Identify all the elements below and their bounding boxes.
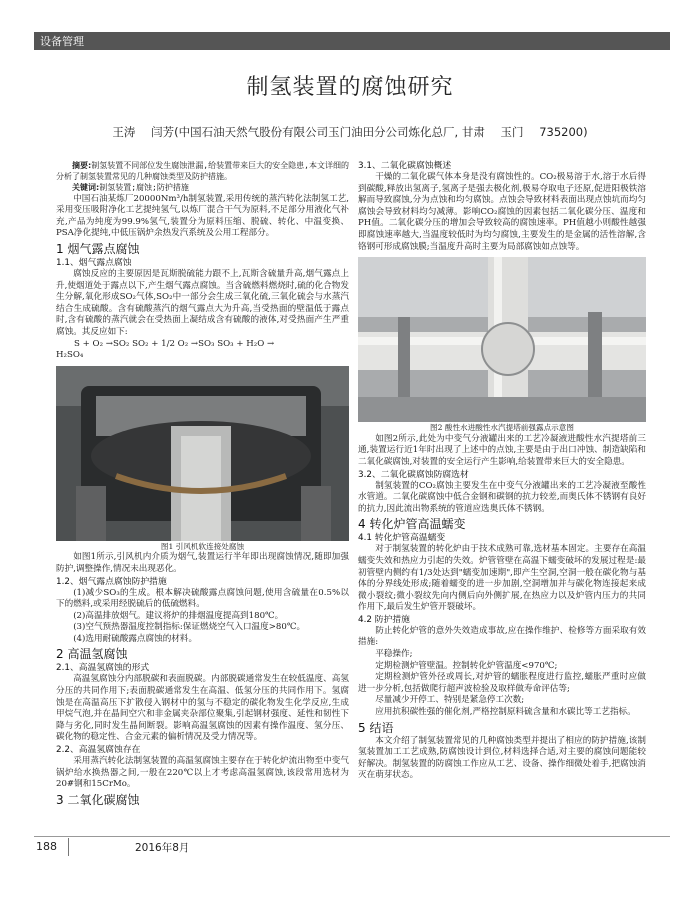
footer-separator: [68, 838, 69, 856]
measure-3: (3)空气预热器温度控制指标:保证燃烧空气入口温度>80℃。: [73, 622, 306, 633]
section-5-heading: 5 结语: [358, 720, 394, 735]
keywords-label: 关键词:: [72, 183, 100, 193]
figure-1-caption: 图1 引风机软连接处腐蚀: [160, 541, 245, 551]
right-column: [358, 160, 646, 782]
author-city: 玉门: [500, 125, 524, 139]
figure-2-caption: 图2 酸性水进酸性水汽提塔前强露点示意图: [430, 423, 574, 433]
reaction-equation-cont: H₂SO₄: [56, 350, 84, 361]
abstract: [56, 160, 349, 182]
section-2-2-paragraph: 采用蒸汽转化法制氢装置的高温氢腐蚀主要存在于转化炉流出物至中变气锅炉给水换热器之间,一般在220℃以上才考虑高温氢腐蚀,该段常用选材为20#钢和15CrMo。: [56, 756, 349, 790]
section-3-2-paragraph: 制氢装置的CO₂腐蚀主要发生在中变气分液罐出来的工艺冷凝液至酸性水管道。二氧化碳腐蚀中低合金钢和碳钢的抗力较差,而奥氏体不锈钢有良好的抗力,因此流出物系统的管道应选奥氏体不锈钢。: [358, 480, 646, 514]
section-4-1-heading: 4.1 转化炉管高温蠕变: [358, 533, 446, 544]
fan-duct-illustration: [56, 366, 349, 541]
header-bar: [34, 32, 670, 50]
abstract-text: 制氢装置不同部位发生腐蚀泄漏,给装置带来巨大的安全隐患,本文详细的分析了制氢装置常见的几种腐蚀类型及防护措施。: [56, 161, 349, 182]
section-3-heading: 3 二氧化碳腐蚀: [56, 792, 140, 807]
section-3-1-paragraph: 干燥的二氧化碳气体本身是没有腐蚀性的。CO₂极易溶于水,溶于水后得到碳酸,释放出氢离子,氢离子是强去极化剂,极易夺取电子还原,促进阳极铁溶解而导致腐蚀,分为点蚀和均匀腐蚀。点蚀会导致材料表面出现点蚀坑而均匀腐蚀会导致材料均匀减薄。影响CO₂腐蚀的因素包括二氧化碳分压、温度和PH值。二氧化碳分压的增加会导致较高的腐蚀速率。PH值越小则酸性越强即腐蚀速率越大,当温度较低时为均匀腐蚀,主要发生的是金属的活性溶解,含铬钢可形成腐蚀膜;当温度升高时主要为局部腐蚀如点蚀等。: [358, 172, 646, 252]
measure-2: (2)高温排放烟气。建议将炉的排烟温度提高到180℃。: [73, 610, 284, 621]
abstract-label: 摘要:: [72, 161, 92, 170]
section-4-heading: 4 转化炉管高温蠕变: [358, 517, 466, 532]
author-line: [0, 124, 700, 140]
conclusion-paragraph: 本文介绍了制氢装置常见的几种腐蚀类型并提出了相应的防护措施,该制氢装置加工工艺成熟,防腐蚀设计到位,材料选择合适,对主要的腐蚀问题能较好解决。制氢装置的防腐蚀工作应从工艺、设备、操作细微处着手,把腐蚀消灭在萌芽状态。: [358, 735, 646, 781]
figure-1-photo: [56, 366, 349, 541]
section-3-1-heading: 3.1、二氧化碳腐蚀概述: [358, 161, 452, 171]
section-2-2-heading: 2.2、高温氢腐蚀存在: [56, 745, 141, 756]
page-number: 188: [36, 840, 57, 853]
figure-2-paragraph: 如图2所示,此处为中变气分液罐出来的工艺冷凝液进酸性水汽提塔前三通,装置运行近1年时出现了上述中的点蚀,主要是由于出口冲蚀、制造缺陷和二氧化碳腐蚀,对装置的安全运行产生影响,给装置带来巨大的安全隐患。: [358, 433, 646, 467]
section-1-heading: 1 烟气露点腐蚀: [56, 241, 140, 256]
section-1-2-heading: 1.2、烟气露点腐蚀防护措施: [56, 576, 167, 587]
measure-4: (4)选用耐硫酸露点腐蚀的材料。: [73, 633, 198, 644]
footer-rule: [34, 836, 670, 837]
section-4-2-paragraph: 防止转化炉管的意外失效造成事故,应在操作维护、检修等方面采取有效措施:: [358, 625, 646, 648]
keywords: [56, 182, 349, 193]
author-postcode: 735200): [539, 125, 588, 139]
section-3-2-heading: 3.2、二氧化碳腐蚀防腐选材: [358, 469, 469, 480]
article-title: 制氢装置的腐蚀研究: [246, 75, 454, 100]
protection-4: 尽量减少开停工、特别是紧急停工次数;: [375, 695, 525, 706]
section-4-2-heading: 4.2 防护措施: [358, 614, 410, 625]
section-label: 设备管理: [40, 35, 84, 48]
section-2-1-paragraph: 高温氢腐蚀分内部脱碳和表面脱碳。内部脱碳通常发生在较低温度、高氢分压的共同作用下;表面脱碳通常发生在高温、低氢分压的共同作用下。氢腐蚀是在高温高压下扩散侵入钢材中的氢与不稳定的碳化物发生化学反应,生成甲烷气泡,并在晶间空穴和非金属夹杂部位聚集,引起钢材强度、延性和韧性下降与劣化,同时发生晶间断裂。影响高温氢腐蚀的因素有操作温度、氢分压、碳化物的稳定性、合金元素的偏析情况及受力情况等。: [56, 674, 349, 743]
section-2-heading: 2 高温氢腐蚀: [56, 647, 128, 662]
issue-date: 2016年8月: [135, 842, 190, 854]
section-1-1-paragraph: 腐蚀反应的主要原因是瓦斯脱硫能力跟不上,瓦斯含硫量升高,烟气露点上升,使烟道处于露点以下,产生烟气露点腐蚀。当含硫燃料燃烧时,硫的化合物发生分解,氧化形成SO₂气体,SO₂中一部分会生成三氧化硫,三氧化硫会与水蒸汽结合生成硫酸。含有硫酸蒸汽的烟气露点大为升高,当受热面的壁温低于露点时,含有硫酸的蒸汽就会在受热面上凝结成含有硫酸的液体,对受热面产生严重腐蚀。其反应如下:: [56, 268, 349, 337]
protection-5: 应用抗积碳性强的催化剂,严格控制原料硫含量和水碳比等工艺指标。: [375, 707, 636, 718]
figure-1-paragraph: 如图1所示,引风机内介质为烟气,装置运行半年即出现腐蚀情况,随即加强防护,调整操作,情况未出现恶化。: [56, 552, 349, 574]
pipe-tee-illustration: [358, 257, 646, 422]
protection-3: 定期检测炉管外径或周长,对炉管的蠕胀程度进行监控,蠕胀严重时应做进一步分析,包括做爬行超声波检验及取样做寿命评估等;: [358, 672, 646, 694]
intro-paragraph: 中国石油某炼厂20000Nm³/h制氢装置,采用传统的蒸汽转化法制氢工艺,采用变压吸附净化工艺提纯氢气,以炼厂混合干气为原料,不足部分用液化气补充,产品为纯度为99.9%氢气,装置分为原料压缩、脱硫、转化、中温变换、PSA净化提纯,中低压锅炉余热发汽系统及公用工程部分。: [56, 193, 349, 239]
reaction-equation: S + O₂ →SO₂ SO₂ + 1/2 O₂ →SO₃ SO₃ + H₂O →: [74, 338, 275, 349]
section-2-1-heading: 2.1、高温氢腐蚀的形式: [56, 663, 150, 674]
section-1-1-heading: 1.1、烟气露点腐蚀: [56, 257, 132, 268]
figure-2-photo: [358, 257, 646, 422]
author-2-affiliation: 闫芳(中国石油天然气股份有限公司玉门油田分公司炼化总厂, 甘肃: [151, 125, 485, 139]
left-column: [56, 160, 349, 808]
author-1: 王涛: [112, 125, 136, 139]
section-4-1-paragraph: 对于制氢装置的转化炉由于技术成熟可靠,选材基本固定。主要存在高温蠕变失效和热应力引起的失效。炉管管壁在高温下蠕变破坏的发展过程是:最初管壁内侧约有1/3处达到"蠕变加速期",即产生空洞,空洞一般在碳化物与基体的分界线处形成;随着蠕变的进一步加剧,空洞增加并与碳化物连接起来成微小裂纹;微小裂纹先向内侧后向外侧扩展,在热应力以及炉管内压力的共同作用下,最后发生炉管开裂破坏。: [358, 544, 646, 613]
protection-1: 平稳操作;: [375, 649, 413, 660]
measure-1: (1)减少SO₃的生成。根本解决硫酸露点腐蚀问题,使用含硫量在0.5%以下的燃料,或采用经脱硫后的低硫燃料。: [56, 587, 349, 610]
protection-2: 定期检测炉管壁温。控制转化炉管温度<970℃;: [375, 660, 558, 671]
keywords-text: 制氢装置;腐蚀;防护措施: [99, 183, 189, 193]
